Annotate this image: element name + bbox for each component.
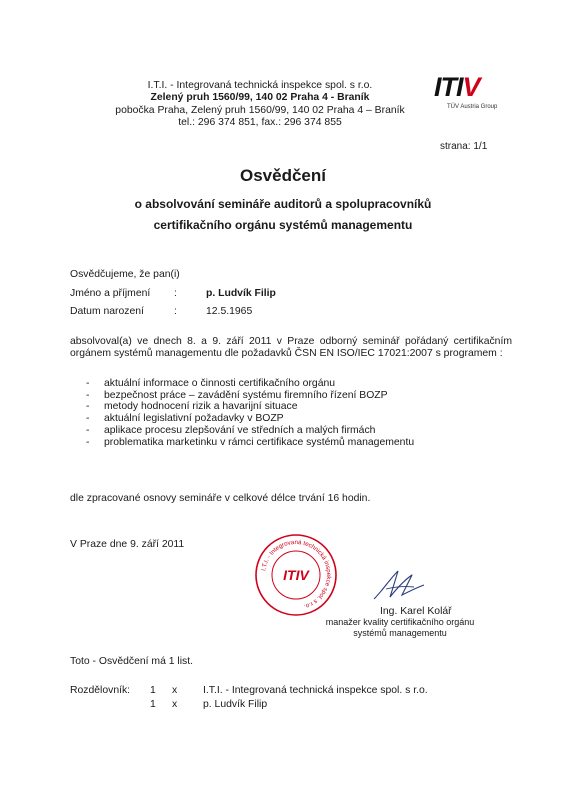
document-subtitle-line1: o absolvování semináře auditorů a spolupracovníků bbox=[134, 197, 432, 211]
signatory-role: manažer kvality certifikačního orgánu systémů managementu bbox=[325, 617, 475, 638]
place-date: V Praze dne 9. září 2011 bbox=[70, 539, 185, 550]
name-value: p. Ludvík Filip bbox=[206, 288, 276, 299]
program-item: - metody hodnocení rizik a havarijní situace bbox=[86, 401, 298, 413]
program-item: - aktuální informace o činnosti certifikačního orgánu bbox=[86, 378, 336, 389]
handwritten-signature bbox=[368, 565, 428, 605]
program-item: - bezpečnost práce – zavádění systému firemního řízení BOZP bbox=[86, 389, 388, 401]
program-item: - problematika marketinku v rámci certifikace systémů managementu bbox=[86, 436, 415, 448]
name-colon: : bbox=[174, 288, 177, 299]
stamp-ring-text: I.T.I. - Integrovaná technická inspekce spol. s r.o. bbox=[260, 538, 333, 610]
sheet-count: Toto - Osvědčení má 1 list. bbox=[70, 656, 194, 667]
logo-subtitle: TÜV Austria Group bbox=[447, 104, 498, 110]
distribution-count: 1 bbox=[150, 685, 156, 696]
distribution-times: x bbox=[172, 699, 178, 710]
program-item: - aktuální legislativní požadavky v BOZP bbox=[86, 413, 284, 425]
signatory-name: Ing. Karel Kolář bbox=[380, 606, 452, 617]
header-contact: tel.: 296 374 851, fax.: 296 374 855 bbox=[178, 116, 342, 128]
logo-wordmark: ITIV bbox=[434, 72, 480, 102]
distribution-recipient: I.T.I. - Integrovaná technická inspekce spol. s r.o. bbox=[203, 685, 428, 696]
seminar-description: absolvoval(a) ve dnech 8. a 9. září 2011 v Praze odborný seminář pořádaný certifikačním orgánem systémů managementu dle požadavků ČSN EN ISO/IEC 17021:2007 s programem : bbox=[70, 336, 512, 359]
page-number: strana: 1/1 bbox=[440, 141, 488, 152]
stamp-center-text: ITIV bbox=[283, 567, 309, 583]
distribution-times: x bbox=[172, 685, 178, 696]
birth-date-value: 12.5.1965 bbox=[206, 306, 253, 317]
certification-intro: Osvědčujeme, že pan(i) bbox=[70, 269, 180, 280]
header-branch: pobočka Praha, Zelený pruh 1560/99, 140 02 Praha 4 – Braník bbox=[115, 104, 405, 116]
itiv-logo bbox=[432, 72, 512, 112]
birth-date-label: Datum narození bbox=[70, 306, 144, 317]
program-item: - aplikace procesu zlepšování ve středních a malých firmách bbox=[86, 424, 376, 436]
company-stamp bbox=[254, 533, 338, 617]
duration-text: dle zpracované osnovy semináře v celkové délce trvání 16 hodin. bbox=[70, 493, 371, 504]
header-company-name: I.T.I. - Integrovaná technická inspekce spol. s r.o. bbox=[147, 80, 373, 91]
distribution-count: 1 bbox=[150, 699, 156, 710]
birth-date-colon: : bbox=[174, 306, 177, 317]
header-address: Zelený pruh 1560/99, 140 02 Praha 4 - Braník bbox=[150, 92, 370, 104]
document-subtitle-line2: certifikačního orgánu systémů managementu bbox=[153, 218, 413, 232]
company-header bbox=[90, 80, 430, 129]
document-title: Osvědčení bbox=[240, 166, 326, 185]
distribution-label: Rozdělovník: bbox=[70, 685, 131, 696]
name-label: Jméno a příjmení bbox=[70, 288, 151, 299]
distribution-recipient: p. Ludvík Filip bbox=[203, 699, 268, 710]
program-list bbox=[86, 378, 414, 448]
